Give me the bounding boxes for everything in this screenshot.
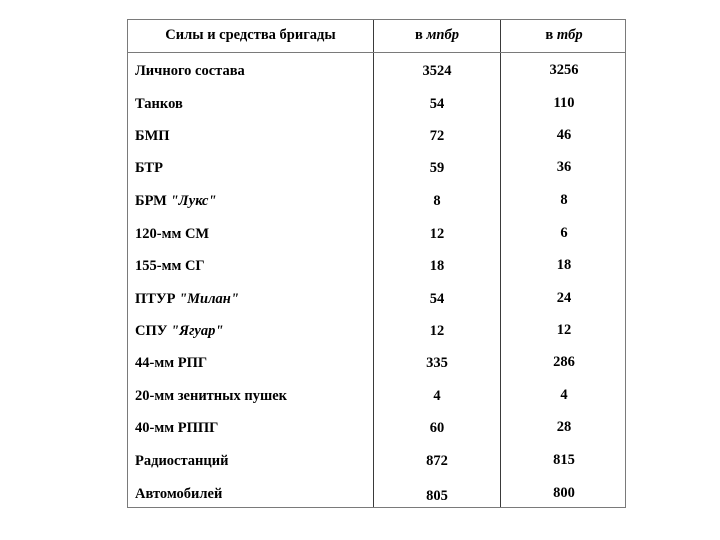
table-row <box>128 186 625 218</box>
tbr-value: 46 <box>556 127 572 143</box>
tbr-value: 28 <box>556 419 572 435</box>
row-label: Личного состава <box>135 63 245 79</box>
row-label: СПУ "Ягуар" <box>135 323 224 339</box>
table-row <box>128 413 625 445</box>
tbr-value: 18 <box>556 257 572 273</box>
mpbr-value: 12 <box>429 226 445 242</box>
table-header <box>128 20 625 53</box>
tbr-value: 6 <box>560 225 568 241</box>
tbr-value: 36 <box>556 159 572 175</box>
row-label: БТР <box>135 160 163 176</box>
mpbr-value: 54 <box>429 96 445 112</box>
mpbr-value: 12 <box>429 323 445 339</box>
table-row <box>128 153 625 185</box>
row-label: ПТУР "Милан" <box>135 291 239 307</box>
mpbr-value: 18 <box>429 258 445 274</box>
table-row <box>128 446 625 478</box>
mpbr-value: 4 <box>433 388 441 404</box>
mpbr-value: 805 <box>426 488 448 504</box>
mpbr-value: 335 <box>426 355 448 371</box>
tbr-value: 110 <box>553 95 575 111</box>
tbr-value: 800 <box>553 485 575 501</box>
table-row <box>128 348 625 380</box>
table-row <box>128 251 625 283</box>
row-label: 155-мм СГ <box>135 258 205 274</box>
mpbr-value: 8 <box>433 193 441 209</box>
row-label: БРМ "Лукс" <box>135 193 217 209</box>
mpbr-value: 72 <box>429 128 445 144</box>
row-label: 120-мм СМ <box>135 226 210 242</box>
mpbr-value: 60 <box>429 420 445 436</box>
row-label: 44-мм РПГ <box>135 355 208 371</box>
tbr-value: 815 <box>553 452 575 468</box>
table-row <box>128 121 625 153</box>
table-row <box>128 219 625 251</box>
mpbr-value: 54 <box>429 291 445 307</box>
table-row <box>128 89 625 121</box>
table-row <box>128 381 625 413</box>
row-label: 20-мм зенитных пушек <box>135 388 287 404</box>
table-row <box>128 56 625 88</box>
tbr-value: 3256 <box>549 62 579 78</box>
tbr-value: 12 <box>556 322 572 338</box>
mpbr-value: 59 <box>429 160 445 176</box>
row-label: Автомобилей <box>135 486 223 502</box>
tbr-value: 286 <box>553 354 575 370</box>
row-label: Радиостанций <box>135 453 229 469</box>
mpbr-value: 3524 <box>422 63 452 79</box>
row-label: Танков <box>135 96 183 112</box>
table-row <box>128 316 625 348</box>
tbr-value: 8 <box>560 192 568 208</box>
mpbr-value: 872 <box>426 453 448 469</box>
header-forces: Силы и средства бригады <box>165 27 336 43</box>
header-tbr: в тбр <box>545 27 583 43</box>
tbr-value: 4 <box>560 387 568 403</box>
tbr-value: 24 <box>556 290 572 306</box>
brigade-forces-table <box>127 19 626 508</box>
row-label: БМП <box>135 128 170 144</box>
row-label: 40-мм РППГ <box>135 420 219 436</box>
header-mpbr: в мпбр <box>415 27 459 43</box>
table-row <box>128 479 625 511</box>
table-row <box>128 284 625 316</box>
